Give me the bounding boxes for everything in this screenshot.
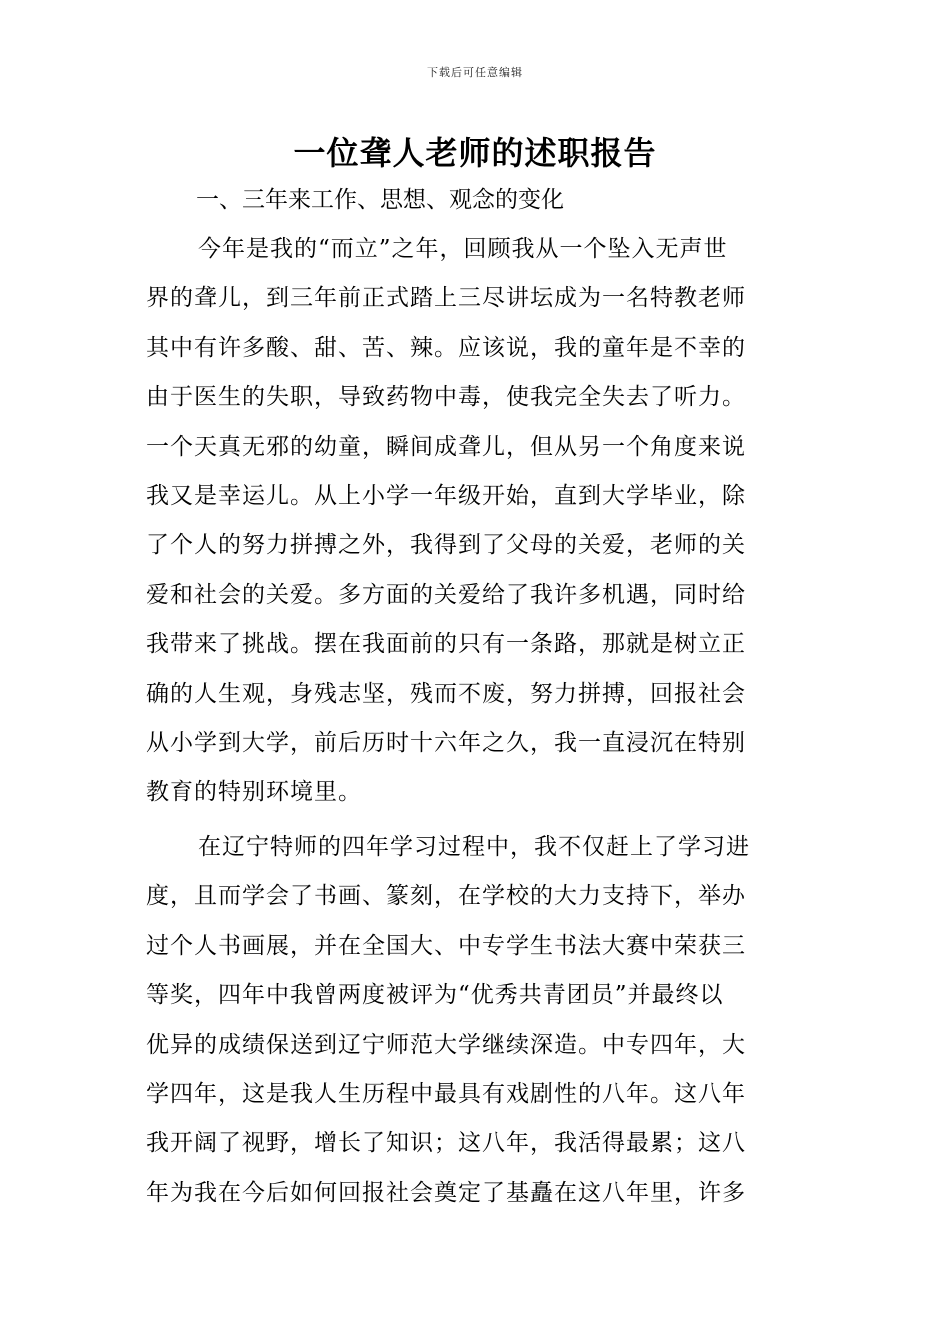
paragraph-line: 度，且而学会了书画、篆刻，在学校的大力支持下，举办 xyxy=(146,883,746,910)
paragraph-line: 爱和社会的关爱。多方面的关爱给了我许多机遇，同时给 xyxy=(146,581,746,608)
paragraph-line: 学四年，这是我人生历程中最具有戏剧性的八年。这八年 xyxy=(146,1080,746,1107)
paragraph-line: 从小学到大学，前后历时十六年之久，我一直浸沉在特别 xyxy=(146,729,746,756)
paragraph-line: 优异的成绩保送到辽宁师范大学继续深造。中专四年，大 xyxy=(146,1031,746,1058)
paragraph-line: 界的聋儿，到三年前正式踏上三尽讲坛成为一名特教老师 xyxy=(146,285,746,312)
paragraph-line: 今年是我的“而立”之年，回顾我从一个坠入无声世 xyxy=(198,236,728,262)
paragraph-line: 等奖，四年中我曾两度被评为“优秀共青团员”并最终以 xyxy=(146,982,724,1009)
paragraph-line: 我带来了挑战。摆在我面前的只有一条路，那就是树立正 xyxy=(146,631,746,658)
paragraph-line: 了个人的努力拼搏之外，我得到了父母的关爱，老师的关 xyxy=(146,532,746,559)
section-heading: 一、三年来工作、思想、观念的变化 xyxy=(196,187,564,213)
paragraph-line: 我开阔了视野，增长了知识；这八年，我活得最累；这八 xyxy=(146,1130,746,1157)
paragraph-line: 确的人生观，身残志坚，残而不废，努力拼搏，回报社会 xyxy=(146,680,746,707)
document-title: 一位聋人老师的述职报告 xyxy=(293,134,657,172)
paragraph-line: 在辽宁特师的四年学习过程中，我不仅赶上了学习进 xyxy=(198,834,750,860)
paragraph-line: 过个人书画展，并在全国大、中专学生书法大赛中荣获三 xyxy=(146,932,746,959)
paragraph-line: 其中有许多酸、甜、苦、辣。应该说，我的童年是不幸的 xyxy=(146,334,746,361)
paragraph-line: 教育的特别环境里。 xyxy=(146,779,362,806)
paragraph-2 xyxy=(146,823,810,1218)
paragraph-line: 我又是幸运儿。从上小学一年级开始，直到大学毕业，除 xyxy=(146,482,746,509)
paragraph-line: 由于医生的失职，导致药物中毒，使我完全失去了听力。 xyxy=(146,384,746,411)
paragraph-line: 一个天真无邪的幼童，瞬间成聋儿，但从另一个角度来说 xyxy=(146,433,746,460)
paragraph-1 xyxy=(146,225,810,818)
page-header-note: 下载后可任意编辑 xyxy=(427,66,523,79)
paragraph-line: 年为我在今后如何回报社会奠定了基矗在这八年里，许多 xyxy=(146,1179,746,1206)
